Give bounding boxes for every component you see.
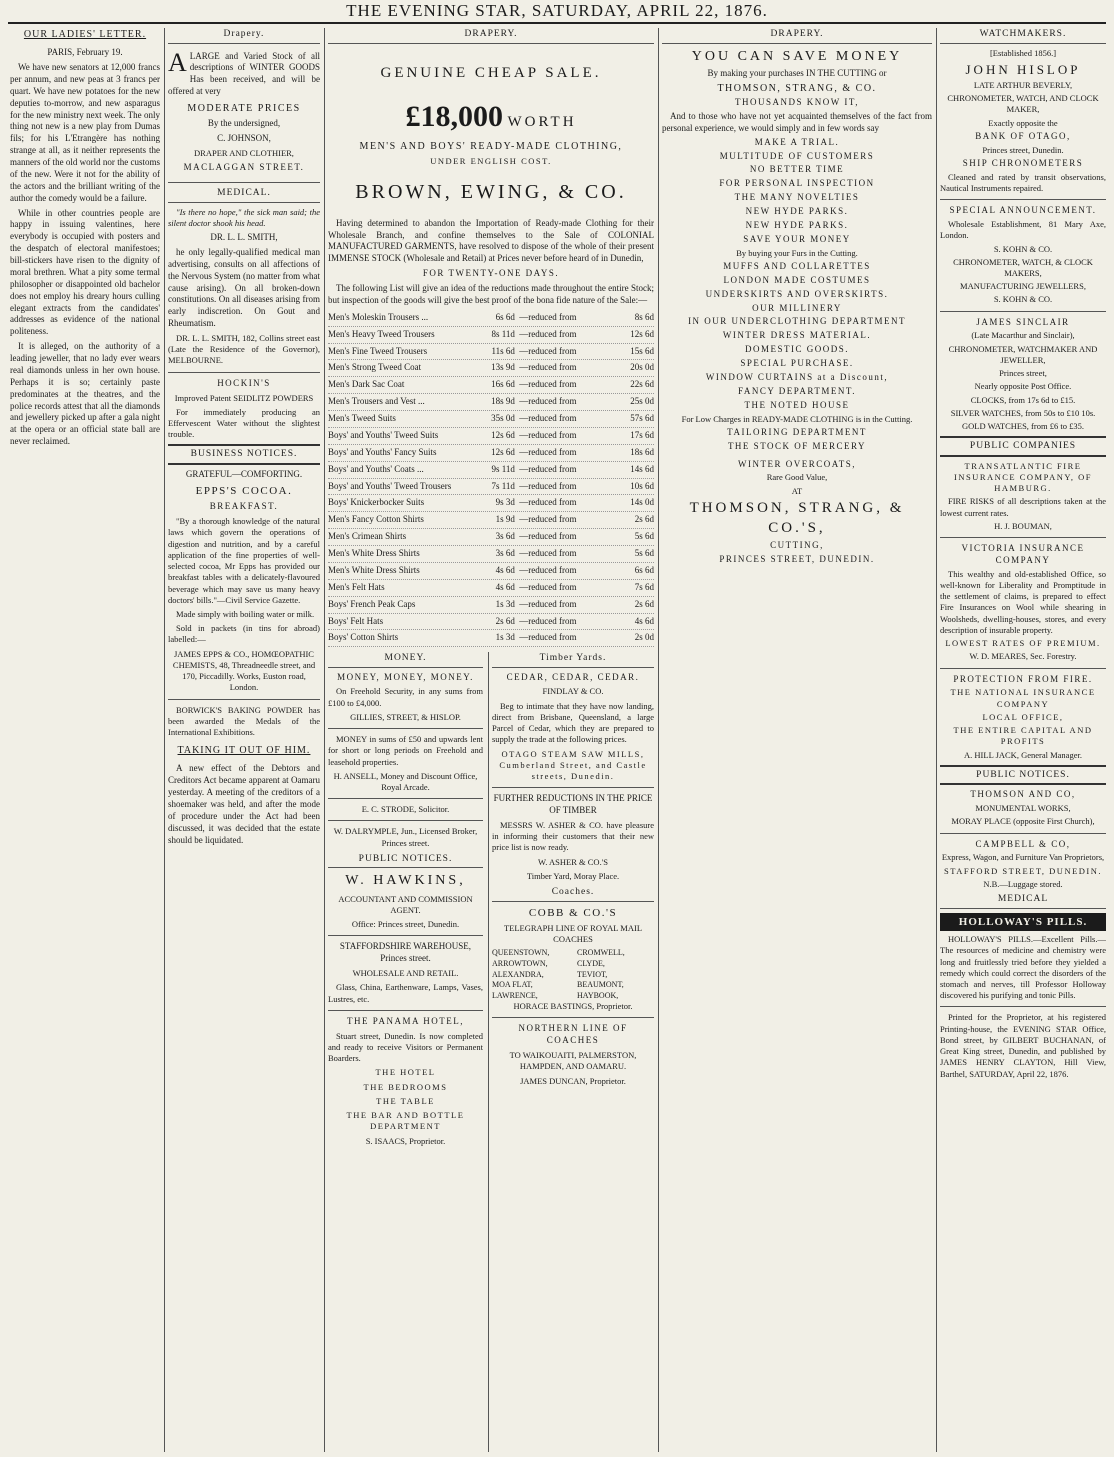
- reduced-from: —reduced from: [519, 480, 577, 491]
- reduced-from: —reduced from: [519, 497, 577, 508]
- dalrymple: W. DALRYMPLE, Jun., Licensed Broker, Princes street.: [333, 826, 478, 848]
- reduced-from: —reduced from: [519, 598, 577, 609]
- item-original-price: 25s 0d: [630, 396, 654, 407]
- item-price: 18s 9d: [491, 396, 515, 407]
- window-curtains: WINDOW CURTAINS at a Discount,: [705, 371, 889, 382]
- watchmakers-heading: WATCHMAKERS.: [940, 28, 1106, 44]
- johnson-street: MACLAGGAN STREET.: [183, 162, 305, 173]
- item-original-price: 4s 6d: [634, 615, 654, 626]
- borwick-text: BORWICK'S BAKING POWDER has been awarded the Medals of the International Exhibitions.: [168, 704, 320, 737]
- item-price: 16s 6d: [491, 379, 515, 390]
- price-row: [328, 462, 654, 479]
- mens-boys-clothing: MEN'S AND BOYS' READY-MADE CLOTHING,: [359, 140, 623, 152]
- panama-proprietor: S. ISAACS, Proprietor.: [365, 1135, 446, 1146]
- item-original-price: 57s 6d: [630, 413, 654, 424]
- public-notices-heading-5: PUBLIC NOTICES.: [940, 765, 1106, 786]
- item-name: Men's Fine Tweed Trousers: [328, 345, 428, 356]
- entire-capital: THE ENTIRE CAPITAL AND PROFITS: [953, 725, 1093, 747]
- established: [Established 1856.]: [989, 47, 1057, 58]
- holloways-pills-banner: HOLLOWAY'S PILLS.: [940, 913, 1106, 932]
- reduced-from: —reduced from: [519, 379, 577, 390]
- price-row: [328, 529, 654, 546]
- price-row: [328, 394, 654, 411]
- cobb-proprietor: HORACE BASTINGS, Proprietor.: [513, 1001, 633, 1012]
- local-office: LOCAL OFFICE,: [982, 711, 1064, 722]
- reduced-from: —reduced from: [519, 446, 577, 457]
- our-millinery: OUR MILLINERY: [752, 302, 842, 313]
- save-money-sub: By making your purchases IN THE CUTTING or: [707, 68, 887, 78]
- hislop-late: LATE ARTHUR BEVERLY,: [973, 79, 1073, 90]
- cobb-title: COBB & CO.'S: [528, 906, 618, 919]
- hawkins-address: Office: Princes street, Dunedin.: [351, 919, 460, 930]
- item-original-price: 22s 6d: [630, 379, 654, 390]
- drapery-heading: Drapery.: [168, 28, 320, 44]
- winter-overcoats: WINTER OVERCOATS,: [738, 458, 856, 469]
- hill-jack: A. HILL JACK, General Manager.: [964, 749, 1082, 760]
- ship-chronometers: SHIP CHRONOMETERS: [962, 157, 1084, 168]
- ladies-letter-paragraph-2: While in other countries people are happy in issuing valentines, here everybody is occupied with posters and the despatch of electoral manifestoes; bill-stickers have risen to the dignity of moral brethren. What a pity some termal philosopher or disappointed old bachelor does not employ his dreary hours culling elegant extracts from the candidates' addresses as evidence of the national politeness.: [10, 207, 160, 337]
- panama-bedrooms: THE BEDROOMS: [363, 1081, 448, 1092]
- item-price: 12s 6d: [491, 429, 515, 440]
- item-name: Men's Crimean Shirts: [328, 531, 407, 542]
- cutting: CUTTING,: [770, 540, 824, 551]
- northern-sub: TO WAIKOUAITI, PALMERSTON, HAMPDEN, AND OAMARU.: [509, 1050, 637, 1072]
- campbell-sub: Express, Wagon, and Furniture Van Proprietors,: [941, 852, 1105, 863]
- thomson-strang: THOMSON, STRANG, & CO.: [717, 82, 877, 94]
- genuine-cheap-sale: GENUINE CHEAP SALE.: [380, 64, 602, 81]
- public-companies-heading: PUBLIC COMPANIES: [940, 436, 1106, 457]
- underclothing: IN OUR UNDERCLOTHING DEPARTMENT: [688, 316, 906, 327]
- panama-bar: THE BAR AND BOTTLE DEPARTMENT: [346, 1110, 465, 1132]
- reduced-from: —reduced from: [519, 328, 577, 339]
- staffordshire-text: Glass, China, Earthenware, Lamps, Vases, Lustres, etc.: [328, 982, 483, 1004]
- silver-watches-price: SILVER WATCHES, from 50s to £10 10s.: [950, 407, 1096, 418]
- reduced-from: —reduced from: [519, 632, 577, 643]
- overcoats-sub: Rare Good Value,: [766, 472, 828, 483]
- item-price: 3s 6d: [495, 548, 515, 559]
- national-insurance: THE NATIONAL INSURANCE COMPANY: [950, 687, 1096, 709]
- price-row: [328, 377, 654, 394]
- fancy-department: FANCY DEPARTMENT.: [738, 385, 856, 396]
- cedar-title: CEDAR, CEDAR, CEDAR.: [506, 671, 640, 682]
- price-row: [328, 546, 654, 563]
- cedar-text: Beg to intimate that they have now landing, direct from Brisbane, Queensland, a large Parcel of Cedar, which they are prepared to supply the trade at the following prices.: [492, 700, 654, 745]
- by-undersigned: By the undersigned,: [207, 118, 281, 129]
- meares: W. D. MEARES, Sec. Forestry.: [969, 651, 1077, 662]
- monumental-works: MONUMENTAL WORKS,: [975, 803, 1071, 814]
- column-divider: [658, 28, 659, 1452]
- item-original-price: 12s 6d: [630, 328, 654, 339]
- item-name: Men's White Dress Shirts: [328, 548, 420, 559]
- no-better-time: NO BETTER TIME: [749, 164, 845, 175]
- sale-intro: Having determined to abandon the Importation of Ready-made Clothing for their Wholesale Branch, and confine themselves to the Sale of COLONIAL MANUFACTURED GARMENTS, have resolved to dispose of the whole of their present IMMENSE STOCK (Wholesale and Retail) at Prices never before heard of in Dunedin,: [328, 217, 654, 264]
- ladies-letter-paragraph-3: It is alleged, on the authority of a leading jeweller, that no lady ever wears real diamonds unless in her own house. Perhaps it is so; certainly paste predominates at the theatres, and the police records attest that all the diamonds and jewellery picked up after a gala night at the opera or an official state ball are never reclaimed.: [10, 341, 160, 447]
- coach-town: BEAUMONT,: [577, 980, 624, 990]
- business-notices-heading: BUSINESS NOTICES.: [168, 444, 320, 465]
- medical-heading-5: MEDICAL: [940, 893, 1106, 909]
- price-row: [328, 597, 654, 614]
- tailoring: TAILORING DEPARTMENT: [727, 426, 867, 437]
- save-money: YOU CAN SAVE MONEY: [691, 48, 903, 64]
- item-name: Men's White Dress Shirts: [328, 564, 420, 575]
- price-row: [328, 580, 654, 597]
- money-text: On Freehold Security, in any sums from £100 to £4,000.: [328, 686, 483, 708]
- hislop-street: Princes street, Dunedin.: [982, 144, 1064, 155]
- item-price: 4s 6d: [495, 581, 515, 592]
- staffordshire: STAFFORDSHIRE WAREHOUSE, Princes street.: [339, 941, 472, 964]
- reduced-from: —reduced from: [519, 615, 577, 626]
- reduced-from: —reduced from: [519, 581, 577, 592]
- stafford-street: STAFFORD STREET, DUNEDIN.: [943, 865, 1103, 876]
- item-name: Boys' Knickerbocker Suits: [328, 497, 425, 508]
- reduced-from: —reduced from: [519, 413, 577, 424]
- johnson-advert: [168, 48, 320, 184]
- item-name: Men's Fancy Cotton Shirts: [328, 514, 424, 525]
- item-name: Boys' and Youths' Fancy Suits: [328, 446, 437, 457]
- hockin-text: For immediately producing an Effervescent Water without the slightest trouble.: [168, 406, 320, 440]
- brown-ewing-advert: [328, 28, 654, 648]
- coach-town: ARROWTOWN,: [492, 959, 548, 969]
- item-price: 12s 6d: [491, 446, 515, 457]
- price-row: [328, 512, 654, 529]
- column-timber-coaches: [492, 652, 654, 1452]
- coach-town: QUEENSTOWN,: [492, 948, 550, 958]
- money-title: MONEY, MONEY, MONEY.: [337, 671, 474, 682]
- price-row: [328, 445, 654, 462]
- london-costumes: LONDON MADE COSTUMES: [723, 274, 871, 285]
- hockin-heading: HOCKIN'S: [217, 377, 271, 388]
- ladies-letter-paragraph-1: We have new senators at 12,000 francs per annum, and new peas at 3 francs per quart. We have new potatoes for the new deputies to-morrow, and new asparagus for the new ministry next week. The only thing not new is a new play from Dumas fils; for his L'Etrangère has nothing strange at all, as it neither represents the manners of the old world nor the customs of the new. Were it not for the ability of the actors and the brilliant writing of the author the comedy would be a failure.: [10, 62, 160, 203]
- save-your-money-text: By buying your Furs in the Cutting.: [736, 247, 858, 258]
- northern-line: NORTHERN LINE OF COACHES: [518, 1023, 628, 1046]
- price-row: [328, 428, 654, 445]
- reduced-from: —reduced from: [519, 311, 577, 322]
- staffordshire-sub: WHOLESALE AND RETAIL.: [352, 968, 459, 979]
- price-row: [328, 479, 654, 496]
- reduced-from: —reduced from: [519, 463, 577, 474]
- masthead-rule: [8, 22, 1106, 24]
- panama-table: THE TABLE: [376, 1095, 435, 1106]
- doctor-name: DR. L. L. SMITH,: [210, 232, 278, 243]
- bank-of-otago: BANK OF OTAGO,: [975, 130, 1071, 141]
- price-row: [328, 495, 654, 512]
- coach-town: MOA FLAT,: [492, 980, 533, 990]
- column-watchmakers: [940, 28, 1106, 1452]
- item-price: 1s 3d: [495, 632, 515, 643]
- masthead: THE EVENING STAR, SATURDAY, APRIL 22, 1876.: [346, 1, 768, 20]
- column-drapery-medical: [168, 28, 320, 1452]
- coach-town: HAYBOOK,: [577, 990, 619, 1000]
- kohn-sign-2: S. KOHN & CO.: [993, 294, 1053, 305]
- price-row: [328, 563, 654, 580]
- doctor-address: DR. L. L. SMITH, 182, Collins street east (Late the Residence of the Governor), MELBOURNE.: [168, 333, 320, 366]
- price-row: [328, 647, 654, 648]
- breakfast: BREAKFAST.: [209, 501, 279, 512]
- item-name: Men's Strong Tweed Coat: [328, 362, 422, 373]
- reduced-from: —reduced from: [519, 362, 577, 373]
- item-original-price: 2s 6d: [634, 598, 654, 609]
- coach-town: CROMWELL,: [577, 948, 625, 958]
- asher-text: MESSRS W. ASHER & CO. have pleasure in informing their customers that their new price list is now ready.: [492, 819, 654, 853]
- drapery-heading-4: DRAPERY.: [662, 28, 932, 44]
- cobb-sub: TELEGRAPH LINE OF ROYAL MAIL COACHES: [503, 923, 643, 945]
- sinclair-opposite: Nearly opposite Post Office.: [974, 381, 1072, 392]
- john-hislop: JOHN HISLOP: [965, 61, 1081, 77]
- transatlantic: TRANSATLANTIC FIRE INSURANCE COMPANY, OF HAMBURG.: [953, 460, 1092, 494]
- thousands-text: And to those who have not yet acquainted themselves of the fact from personal experience, we would simply and in few words say: [662, 110, 932, 133]
- findlay: FINDLAY & CO.: [542, 686, 604, 697]
- taking-it-out-heading: TAKING IT OUT OF HIM.: [177, 745, 311, 757]
- price-row: [328, 360, 654, 377]
- item-price: 1s 3d: [495, 598, 515, 609]
- special-purchase: SPECIAL PURCHASE.: [740, 358, 854, 369]
- item-original-price: 2s 6d: [634, 514, 654, 525]
- panama-text: Stuart street, Dunedin. Is now completed and ready to receive Visitors or Permanent Boarders.: [328, 1030, 483, 1064]
- item-price: 6s 6d: [495, 311, 515, 322]
- ansell: H. ANSELL, Money and Discount Office, Royal Arcade.: [333, 770, 478, 792]
- item-name: Men's Dark Sac Coat: [328, 379, 405, 390]
- protection-from-fire: PROTECTION FROM FIRE.: [953, 673, 1093, 684]
- item-original-price: 7s 6d: [634, 581, 654, 592]
- item-original-price: 15s 6d: [630, 345, 654, 356]
- thousands-know-it: THOUSANDS KNOW IT,: [735, 97, 859, 108]
- reduced-from: —reduced from: [519, 531, 577, 542]
- personal-inspection: FOR PERSONAL INSPECTION: [719, 178, 875, 189]
- item-name: Men's Heavy Tweed Trousers: [328, 328, 435, 339]
- panama-hotel: THE PANAMA HOTEL,: [347, 1015, 464, 1026]
- item-name: Men's Felt Hats: [328, 581, 385, 592]
- coach-town: TEVIOT,: [577, 969, 608, 979]
- kohn-text: Wholesale Establishment, 81 Mary Axe, London.: [940, 219, 1106, 241]
- item-name: Boys' Cotton Shirts: [328, 632, 399, 643]
- item-name: Boys' and Youths' Tweed Suits: [328, 429, 439, 440]
- column-divider: [936, 28, 937, 1452]
- hawkins-sub: ACCOUNTANT AND COMMISSION AGENT.: [338, 893, 473, 916]
- item-price: 8s 11d: [491, 328, 515, 339]
- column-divider: [324, 28, 325, 1452]
- twenty-one-days: FOR TWENTY-ONE DAYS.: [422, 268, 560, 279]
- item-original-price: 5s 6d: [634, 548, 654, 559]
- price-row: [328, 630, 654, 647]
- thomson-strang-2: THOMSON, STRANG, & CO.'S,: [689, 499, 905, 536]
- victoria-insurance: VICTORIA INSURANCE COMPANY: [961, 543, 1085, 565]
- coach-town: LAWRENCE,: [492, 990, 538, 1000]
- holloway-text: HOLLOWAY'S PILLS.—Excellent Pills.—The resources of medicine and chemistry were long and fruitlessly tried before they yielded a remedy which could correct the disorders of the stomach and nerves, till Professor Holloway discovered his purifying and tonic Pills.: [940, 934, 1106, 1001]
- at: AT: [791, 485, 803, 496]
- item-price: 9s 3d: [495, 497, 515, 508]
- lowest-rates: LOWEST RATES OF PREMIUM.: [945, 638, 1101, 649]
- epps-text: "By a thorough knowledge of the natural laws which govern the operations of digestion and nutrition, and by a careful application of the fine properties of well-selected cocoa, Mr Epps has provided our breakfast tables with a delicately-flavoured beverage which may save us many heavy doctors' bills."—Civil Service Gazette.: [168, 516, 320, 605]
- column-divider: [164, 28, 165, 1452]
- underskirts: UNDERSKIRTS AND OVERSKIRTS.: [705, 288, 889, 299]
- printed-imprint: Printed for the Proprietor, at his registered Printing-house, the EVENING STAR Office, Bond street, by GILBERT BUCHANAN, of Great King street, Dunedin, and published by JAMES HENRY CLAYTON, Hill View, Barthel, SATURDAY, April 22, 1876.: [940, 1012, 1106, 1079]
- item-name: Boys' French Peak Caps: [328, 598, 416, 609]
- hislop-trade: CHRONOMETER, WATCH, AND CLOCK MAKER,: [947, 93, 1099, 115]
- mercery: THE STOCK OF MERCERY: [727, 440, 867, 451]
- sinclair-trade: CHRONOMETER, WATCHMAKER AND JEWELLER,: [948, 343, 1098, 365]
- panama-the-hotel: THE HOTEL: [375, 1067, 436, 1078]
- price-row: [328, 327, 654, 344]
- luggage-stored: N.B.—Luggage stored.: [983, 878, 1063, 889]
- princes-street: PRINCES STREET, DUNEDIN.: [719, 554, 875, 565]
- further-reductions: FURTHER REDUCTIONS IN THE PRICE OF TIMBER: [493, 793, 653, 816]
- new-hyde-parks-2: NEW HYDE PARKS.: [745, 219, 849, 230]
- make-trial: MAKE A TRIAL.: [754, 136, 840, 147]
- item-price: 3s 6d: [495, 531, 515, 542]
- item-original-price: 2s 0d: [634, 632, 654, 643]
- gold-watches-price: GOLD WATCHES, from £6 to £35.: [962, 421, 1084, 431]
- reduced-from: —reduced from: [519, 548, 577, 559]
- taking-it-out-text: A new effect of the Debtors and Creditors Act became apparent at Oamaru yesterday. A meeting of the creditors of a shoemaker was held, and after the mode of procedure under the Act had been discussed, it was decided that the estate should be liquidated.: [168, 763, 320, 845]
- reduced-from: —reduced from: [519, 345, 577, 356]
- item-original-price: 20s 0d: [630, 362, 654, 373]
- hislop-opposite: Exactly opposite the: [988, 117, 1058, 128]
- item-price: 4s 6d: [495, 564, 515, 575]
- sinclair-street: Princes street,: [999, 368, 1047, 379]
- item-original-price: 10s 6d: [630, 480, 654, 491]
- coach-town: CLYDE,: [577, 959, 605, 969]
- medical-heading: MEDICAL.: [168, 187, 320, 203]
- thomson-and-co: THOMSON AND CO,: [970, 789, 1076, 800]
- item-original-price: 5s 6d: [634, 531, 654, 542]
- epps-address: JAMES EPPS & CO., HOMŒOPATHIC CHEMISTS, 48, Threadneedle street, and 170, Piccadilly. Works, Euston road, London.: [172, 648, 316, 693]
- doctor-text: he only legally-qualified medical man advertising, consults on all affections of the Nervous System (no matter from what cause arising). On all broken-down constitutions. On all diseases arising from early indiscretion. On Gout and Rheumatism.: [168, 246, 320, 329]
- money-loans: MONEY in sums of £50 and upwards lent for short or long periods on Freehold and leasehold properties.: [328, 734, 483, 767]
- ladies-letter-heading: OUR LADIES' LETTER.: [23, 29, 147, 40]
- noted-house-sub: For Low Charges in READY-MADE CLOTHING is in the Cutting.: [681, 413, 913, 424]
- item-price: 9s 11d: [491, 463, 515, 474]
- column-thomson-strang: [662, 28, 932, 1452]
- transatlantic-text: FIRE RISKS of all descriptions taken at the lowest current rates.: [940, 496, 1106, 518]
- item-original-price: 18s 6d: [630, 446, 654, 457]
- epps-sold: Sold in packets (in tins for abroad) labelled:—: [168, 623, 320, 645]
- reduced-from: —reduced from: [519, 564, 577, 575]
- grateful-comforting: GRATEFUL—COMFORTING.: [185, 468, 303, 479]
- clocks-price: CLOCKS, from 17s 6d to £15.: [970, 394, 1076, 405]
- firm-name: BROWN, EWING, & CO.: [355, 181, 627, 204]
- new-hyde-parks: NEW HYDE PARKS.: [745, 206, 849, 217]
- public-notices-heading: PUBLIC NOTICES.: [328, 853, 483, 869]
- worth: WORTH: [507, 114, 577, 131]
- item-name: Men's Trousers and Vest ...: [328, 396, 425, 407]
- reduced-from: —reduced from: [519, 396, 577, 407]
- gillies-firm: GILLIES, STREET, & HISLOP.: [350, 711, 461, 722]
- noted-house: THE NOTED HOUSE: [744, 399, 850, 410]
- cobb-towns: [492, 948, 654, 1001]
- victoria-text: This wealthy and old-established Office, so well-known for Liberality and Promptitude in the settlement of claims, is prepared to effect Fire Insurances on Wool while shearing in Woolsheds, dwelling-houses, stores, and every description of insurable property.: [940, 568, 1106, 635]
- drop-cap: A: [168, 47, 187, 77]
- item-original-price: 14s 0d: [630, 497, 654, 508]
- kohn-chrono: CHRONOMETER, WATCH, & CLOCK MAKERS,: [953, 256, 1093, 278]
- reduced-from: —reduced from: [519, 514, 577, 525]
- timber-heading: Timber Yards.: [492, 652, 654, 668]
- johnson-text: LARGE and Varied Stock of all descriptions of WINTER GOODS Has been received, and will be offered at very: [168, 50, 320, 97]
- winter-dress: WINTER DRESS MATERIAL.: [722, 330, 872, 341]
- dateline: PARIS, February 19.: [47, 47, 123, 58]
- many-novelties: THE MANY NOVELTIES: [734, 192, 860, 203]
- price-row: [328, 614, 654, 631]
- ship-chronometers-text: Cleaned and rated by transit observations, Nautical Instruments repaired.: [940, 171, 1106, 193]
- price-row: [328, 344, 654, 361]
- sinclair-late: (Late Macarthur and Sinclair),: [971, 330, 1075, 341]
- domestic-goods: DOMESTIC GOODS.: [744, 344, 849, 355]
- money-heading: MONEY.: [328, 652, 483, 668]
- item-name: Boys' and Youths' Coats ...: [328, 463, 424, 474]
- price-row: [328, 310, 654, 327]
- item-name: Boys' Felt Hats: [328, 615, 384, 626]
- epps-title: EPPS'S COCOA.: [195, 484, 293, 497]
- strode: E. C. STRODE, Solicitor.: [361, 804, 450, 815]
- johnson-name: C. JOHNSON,: [217, 133, 271, 144]
- special-announcement: SPECIAL ANNOUNCEMENT.: [949, 205, 1097, 216]
- item-price: 1s 9d: [495, 514, 515, 525]
- item-price: 2s 6d: [495, 615, 515, 626]
- save-your-money: SAVE YOUR MONEY: [743, 233, 851, 244]
- item-original-price: 8s 6d: [634, 311, 654, 322]
- item-name: Boys' and Youths' Tweed Trousers: [328, 480, 452, 491]
- list-intro: The following List will give an idea of the reductions made throughout the entire Stock; but inspection of the goods will give the best proof of the bona fide nature of the Sale:—: [328, 283, 654, 305]
- item-original-price: 14s 6d: [630, 463, 654, 474]
- multitude: MULTITUDE OF CUSTOMERS: [719, 150, 875, 161]
- item-original-price: 17s 6d: [630, 429, 654, 440]
- item-name: Men's Moleskin Trousers ...: [328, 311, 429, 322]
- price-list: [328, 310, 654, 648]
- item-price: 13s 9d: [491, 362, 515, 373]
- reduced-from: —reduced from: [519, 429, 577, 440]
- medical-quote: "Is there no hope," the sick man said; the silent doctor shook his head.: [168, 206, 320, 228]
- sale-amount: £18,000: [405, 100, 503, 134]
- muffs: MUFFS AND COLLARETTES: [723, 260, 871, 271]
- hockin-subheading: Improved Patent SEIDLITZ POWDERS: [174, 392, 314, 403]
- price-row: [328, 411, 654, 428]
- column-money-notices: [328, 652, 483, 1452]
- kohn-sign: S. KOHN & CO.: [993, 243, 1053, 254]
- duncan: JAMES DUNCAN, Proprietor.: [520, 1075, 626, 1086]
- item-name: Men's Tweed Suits: [328, 413, 396, 424]
- campbell-co: CAMPBELL & CO,: [975, 838, 1071, 849]
- bouman: H. J. BOUMAN,: [994, 520, 1052, 531]
- moray-place: MORAY PLACE (opposite First Church),: [951, 816, 1095, 827]
- coaches-heading: Coaches.: [492, 886, 654, 902]
- under-english-cost: UNDER ENGLISH COST.: [430, 156, 552, 167]
- item-price: 11s 6d: [491, 345, 515, 356]
- asher-yard: Timber Yard, Moray Place.: [526, 870, 620, 881]
- drapery-heading-3: DRAPERY.: [328, 28, 654, 44]
- column-ladies-letter: [10, 28, 160, 1452]
- james-sinclair: JAMES SINCLAIR: [976, 316, 1070, 327]
- moderate-prices: MODERATE PRICES: [187, 103, 301, 115]
- epps-made: Made simply with boiling water or milk.: [176, 608, 315, 619]
- coach-town: ALEXANDRA,: [492, 969, 544, 979]
- asher-sign: W. ASHER & CO.'S: [538, 856, 608, 867]
- johnson-trade: DRAPER AND CLOTHIER,: [194, 147, 294, 158]
- column-divider: [488, 652, 489, 1452]
- item-price: 7s 11d: [491, 480, 515, 491]
- item-price: 35s 0d: [491, 413, 515, 424]
- kohn-manufacturing: MANUFACTURING JEWELLERS,: [960, 281, 1086, 292]
- hawkins-name: W. HAWKINS,: [345, 873, 466, 889]
- item-original-price: 6s 6d: [634, 564, 654, 575]
- otago-saw-mills: OTAGO STEAM SAW MILLS, Cumberland Street, and Castle streets, Dunedin.: [499, 748, 647, 781]
